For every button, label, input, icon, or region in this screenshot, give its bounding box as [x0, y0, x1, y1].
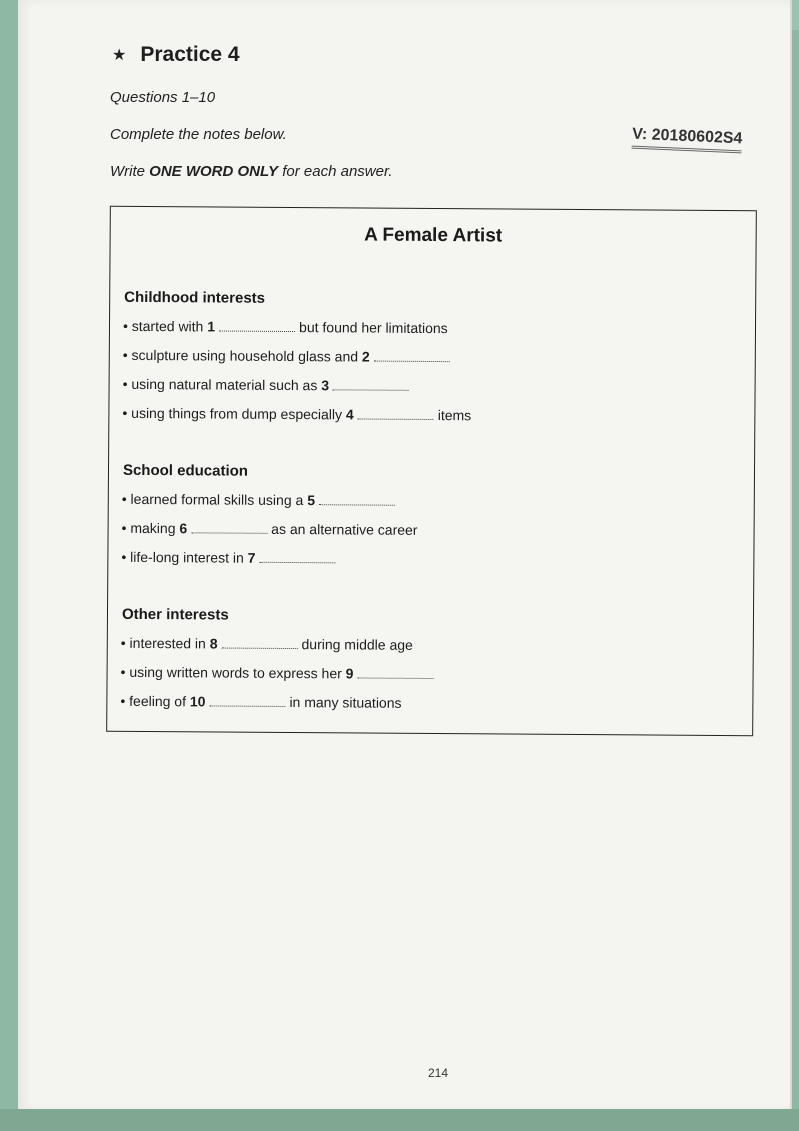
answer-blank-1[interactable] [219, 319, 295, 333]
instruction-write-post: for each answer. [278, 163, 393, 180]
answer-blank-9[interactable] [357, 665, 433, 679]
star-icon: ★ [112, 47, 127, 64]
answer-blank-7[interactable] [259, 550, 335, 564]
section-heading-childhood: Childhood interests [124, 288, 266, 307]
note-text: • feeling of [120, 692, 190, 710]
note-text: in many situations [289, 694, 402, 711]
question-number: 4 [345, 406, 354, 423]
note-text: but found her limitations [299, 319, 448, 337]
note-item [120, 693, 401, 711]
notes-title: A Female Artist [364, 224, 503, 247]
section-heading-school: School education [122, 461, 249, 480]
note-item [122, 405, 471, 423]
question-number: 2 [361, 348, 370, 365]
note-item [121, 664, 438, 682]
answer-blank-3[interactable] [333, 377, 409, 391]
note-item [122, 520, 418, 538]
note-text: during middle age [301, 636, 413, 653]
note-text: • interested in [120, 634, 210, 652]
answer-blank-2[interactable] [374, 349, 450, 363]
background-strip [0, 1109, 799, 1131]
answer-blank-5[interactable] [319, 492, 395, 506]
note-text: • using natural material such as [122, 375, 322, 394]
questions-range: Questions 1–10 [110, 89, 216, 106]
answer-blank-8[interactable] [222, 636, 298, 650]
answer-blank-4[interactable] [358, 406, 434, 420]
practice-heading [112, 43, 240, 67]
note-item [123, 318, 448, 336]
question-number: 8 [209, 635, 218, 652]
instruction-write-pre: Write [110, 163, 150, 180]
question-number: 9 [345, 665, 354, 682]
question-number: 10 [189, 693, 206, 710]
instruction-word-limit-bold: ONE WORD ONLY [149, 163, 279, 180]
note-item [121, 549, 339, 567]
note-item [122, 491, 399, 509]
note-item [121, 635, 413, 653]
note-text: • life-long interest in [121, 548, 248, 566]
note-text: items [437, 407, 472, 424]
note-text: • sculpture using household glass and [122, 346, 363, 365]
note-text: • using written words to express her [120, 663, 346, 682]
answer-blank-10[interactable] [209, 693, 285, 707]
notes-box [106, 206, 757, 737]
note-item [123, 376, 414, 394]
question-number: 6 [179, 520, 188, 537]
version-code: V: 20180602S4 [632, 126, 743, 154]
note-text: as an alternative career [271, 520, 418, 538]
question-number: 1 [207, 318, 216, 335]
answer-blank-6[interactable] [191, 520, 267, 534]
note-text: • using things from dump especially [122, 404, 347, 423]
practice-title: Practice 4 [140, 43, 240, 66]
note-text: • making [121, 519, 180, 537]
question-number: 7 [247, 549, 256, 566]
instruction-word-limit [110, 163, 393, 180]
question-number: 5 [307, 492, 316, 509]
question-number: 3 [321, 377, 330, 394]
note-text: • learned formal skills using a [121, 490, 308, 509]
section-heading-other: Other interests [121, 605, 229, 624]
page-number: 214 [428, 1066, 449, 1080]
note-text: • started with [122, 317, 208, 335]
note-item [123, 347, 454, 365]
instruction-complete: Complete the notes below. [110, 126, 287, 143]
